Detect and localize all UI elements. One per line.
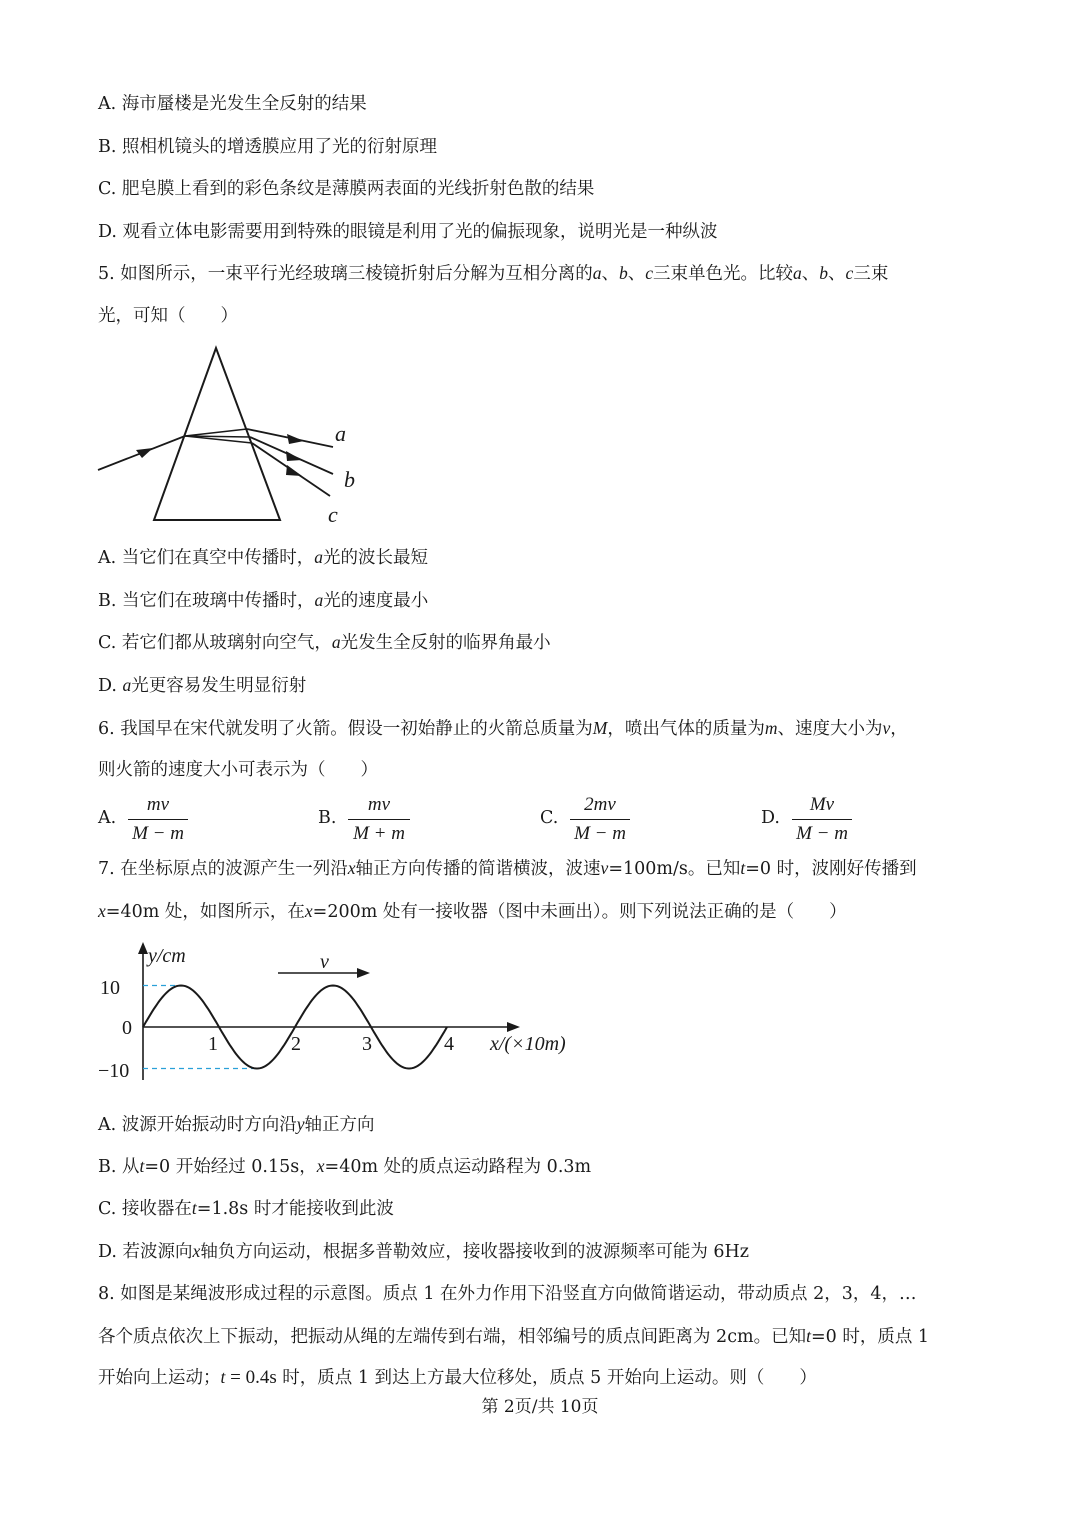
x-tick-1: 1	[208, 1033, 218, 1055]
opt-text: 光更容易发生明显衍射	[131, 676, 307, 696]
ray-c-arrow	[286, 465, 302, 476]
var-m: m	[764, 718, 778, 738]
var-x: x	[347, 858, 356, 878]
opt-text: B. 当它们在玻璃中传播时，	[98, 591, 315, 611]
q6-option-d-fraction	[792, 792, 852, 847]
opt-text: C. 若它们都从玻璃射向空气，	[98, 633, 332, 653]
y-axis-arrow	[138, 942, 148, 954]
x-tick-4: 4	[444, 1033, 454, 1055]
var-M: M	[592, 718, 608, 738]
q6-stem-text: 6. 我国早在宋代就发明了火箭。假设一初始静止的火箭总质量为	[98, 719, 593, 739]
sep: 、	[828, 264, 846, 284]
var-b: b	[619, 263, 628, 283]
q6-stem-text: 、速度大小为	[777, 719, 883, 739]
q6-stem-line2: 则火箭的速度大小可表示为（ ）	[98, 760, 378, 780]
opt-text: D.	[98, 676, 123, 696]
ray-a-arrow	[287, 434, 304, 444]
var-t: t	[139, 1156, 145, 1176]
x-axis-label: x/(×10m)	[490, 1033, 566, 1055]
fraction-bar	[570, 819, 630, 820]
opt-text: 光的速度最小	[323, 591, 429, 611]
q4-option-b: B. 照相机镜头的增透膜应用了光的衍射原理	[98, 137, 437, 157]
fraction-bar	[128, 819, 188, 820]
denominator: M + m	[353, 823, 405, 844]
velocity-label: v	[320, 951, 329, 973]
q6-option-a-fraction	[128, 792, 188, 847]
q8-stem-text: 开始向上运动；	[98, 1368, 221, 1388]
sep: 、	[627, 264, 646, 284]
opt-text: 光发生全反射的临界角最小	[340, 633, 551, 653]
y-tick-0: 0	[122, 1017, 132, 1039]
q8-stem-line3	[98, 1363, 817, 1392]
q5-stem-line1	[98, 259, 888, 288]
q5-stem-text: 5. 如图所示，一束平行光经玻璃三棱镜折射后分解为互相分离的	[98, 264, 593, 284]
q7-stem-text: =0 时，波刚好传播到	[745, 859, 917, 879]
sep: 、	[801, 264, 820, 284]
q7-stem-line2	[98, 897, 847, 926]
sep: 、	[601, 264, 620, 284]
q8-stem-text: 时，质点 1 到达上方最大位移处，质点 5 开始向上运动。则（ ）	[276, 1368, 817, 1388]
var-x: x	[98, 901, 106, 921]
prism-figure	[90, 340, 380, 535]
q5-option-a	[98, 543, 428, 572]
q4-option-d: D. 观看立体电影需要用到特殊的眼镜是利用了光的偏振现象，说明光是一种纵波	[98, 222, 718, 242]
q6-stem-line1	[98, 714, 908, 743]
var-x: x	[304, 901, 313, 921]
opt-text: =1.8s 时才能接收到此波	[196, 1199, 394, 1219]
var-b: b	[819, 263, 829, 283]
q6-option-b-label: B.	[318, 808, 337, 828]
q7-stem-text: 轴正方向传播的简谐横波，波速	[355, 859, 601, 879]
opt-text: B. 从	[98, 1157, 140, 1177]
q7-option-b	[98, 1152, 591, 1181]
y-axis-label: y/cm	[148, 945, 186, 967]
var-v: v	[882, 718, 891, 738]
var-x: x	[192, 1241, 201, 1261]
label-c: c	[328, 502, 338, 527]
q6-option-c-label: C.	[540, 808, 559, 828]
prism-triangle	[154, 348, 280, 520]
denominator: M − m	[132, 823, 184, 844]
label-b: b	[344, 467, 355, 492]
refracted-ray-a-inside	[185, 429, 247, 436]
q8-stem-text: =0 时，质点 1	[810, 1327, 930, 1347]
opt-text: C. 接收器在	[98, 1199, 192, 1219]
q6-option-a-label: A.	[98, 808, 117, 828]
x-axis-arrow	[507, 1022, 520, 1032]
q5-stem-line2: 光，可知（ ）	[98, 306, 238, 326]
opt-text: A. 波源开始振动时方向沿	[98, 1115, 297, 1135]
fraction-bar	[792, 819, 852, 820]
var-a: a	[314, 547, 324, 567]
q4-option-a: A. 海市蜃楼是光发生全反射的结果	[98, 94, 367, 114]
q6-stem-text: ，喷出气体的质量为	[607, 719, 765, 739]
q7-stem-text: =100m/s。已知	[608, 859, 741, 879]
q7-option-d	[98, 1237, 749, 1266]
opt-text: =40m 处的质点运动路程为 0.3m	[324, 1157, 592, 1177]
var-c: c	[645, 263, 654, 283]
q5-stem-text: 三束	[853, 264, 889, 284]
opt-text: 轴负方向运动，根据多普勒效应，接收器接收到的波源频率可能为 6Hz	[200, 1242, 750, 1262]
q6-stem-text: ，	[890, 719, 908, 739]
var-t: t	[740, 858, 746, 878]
numerator: Mv	[809, 794, 835, 815]
q8-stem-text: 各个质点依次上下振动，把振动从绳的左端传到右端，相邻编号的质点间距离为 2cm。已知	[98, 1327, 807, 1347]
q5-option-b	[98, 586, 428, 615]
q7-stem-text: 7. 在坐标原点的波源产生一列沿	[98, 859, 348, 879]
var-a: a	[592, 263, 602, 283]
wave-graph	[96, 940, 596, 1085]
var-a: a	[122, 675, 132, 695]
opt-text: =0 开始经过 0.15s，	[144, 1157, 317, 1177]
page-footer: 第 2页/共 10页	[481, 1397, 599, 1417]
var-a: a	[314, 590, 324, 610]
opt-text: 轴正方向	[304, 1115, 375, 1135]
x-tick-2: 2	[291, 1033, 301, 1055]
label-a: a	[335, 421, 346, 446]
q5-option-d	[98, 671, 306, 700]
q5-option-c	[98, 628, 551, 657]
var-a: a	[793, 263, 802, 283]
var-t: t	[191, 1198, 197, 1218]
opt-text: A. 当它们在真空中传播时，	[98, 548, 315, 568]
q6-option-c-fraction	[570, 792, 630, 847]
numerator: mv	[146, 794, 170, 815]
fraction-bar	[348, 819, 410, 820]
x-tick-3: 3	[362, 1033, 372, 1055]
y-tick-neg10: −10	[98, 1060, 130, 1082]
equation: = 0.4s	[225, 1367, 277, 1388]
numerator: mv	[367, 794, 391, 815]
q4-option-c: C. 肥皂膜上看到的彩色条纹是薄膜两表面的光线折射色散的结果	[98, 179, 595, 199]
var-x: x	[316, 1156, 325, 1176]
opt-text: D. 若波源向	[98, 1242, 193, 1262]
q5-stem-text: 三束单色光。比较	[653, 264, 794, 284]
q7-stem-text: =40m 处，如图所示，在	[105, 902, 305, 922]
denominator: M − m	[796, 823, 848, 844]
var-a: a	[331, 632, 341, 652]
var-v: v	[600, 858, 609, 878]
var-c: c	[845, 263, 854, 283]
ray-b-arrow	[286, 451, 302, 461]
q6-option-b-fraction	[348, 792, 410, 847]
q7-stem-line1	[98, 854, 917, 883]
var-t: t	[220, 1367, 226, 1387]
velocity-arrowhead	[357, 968, 370, 978]
numerator: 2mv	[584, 794, 616, 815]
q8-stem-line1: 8. 如图是某绳波形成过程的示意图。质点 1 在外力作用下沿竖直方向做简谐运动，带动质点 2，3，4，…	[98, 1284, 917, 1304]
var-y: y	[296, 1114, 305, 1134]
var-t: t	[806, 1326, 811, 1346]
q7-option-c	[98, 1194, 394, 1223]
denominator: M − m	[574, 823, 626, 844]
q7-option-a	[98, 1110, 375, 1139]
q7-stem-text: =200m 处有一接收器（图中未画出）。则下列说法正确的是（ ）	[312, 902, 847, 922]
q6-option-d-label: D.	[761, 808, 780, 828]
opt-text: 光的波长最短	[323, 548, 429, 568]
q8-stem-line2	[98, 1322, 929, 1351]
incident-arrowhead	[136, 448, 153, 458]
y-tick-10: 10	[100, 977, 120, 999]
